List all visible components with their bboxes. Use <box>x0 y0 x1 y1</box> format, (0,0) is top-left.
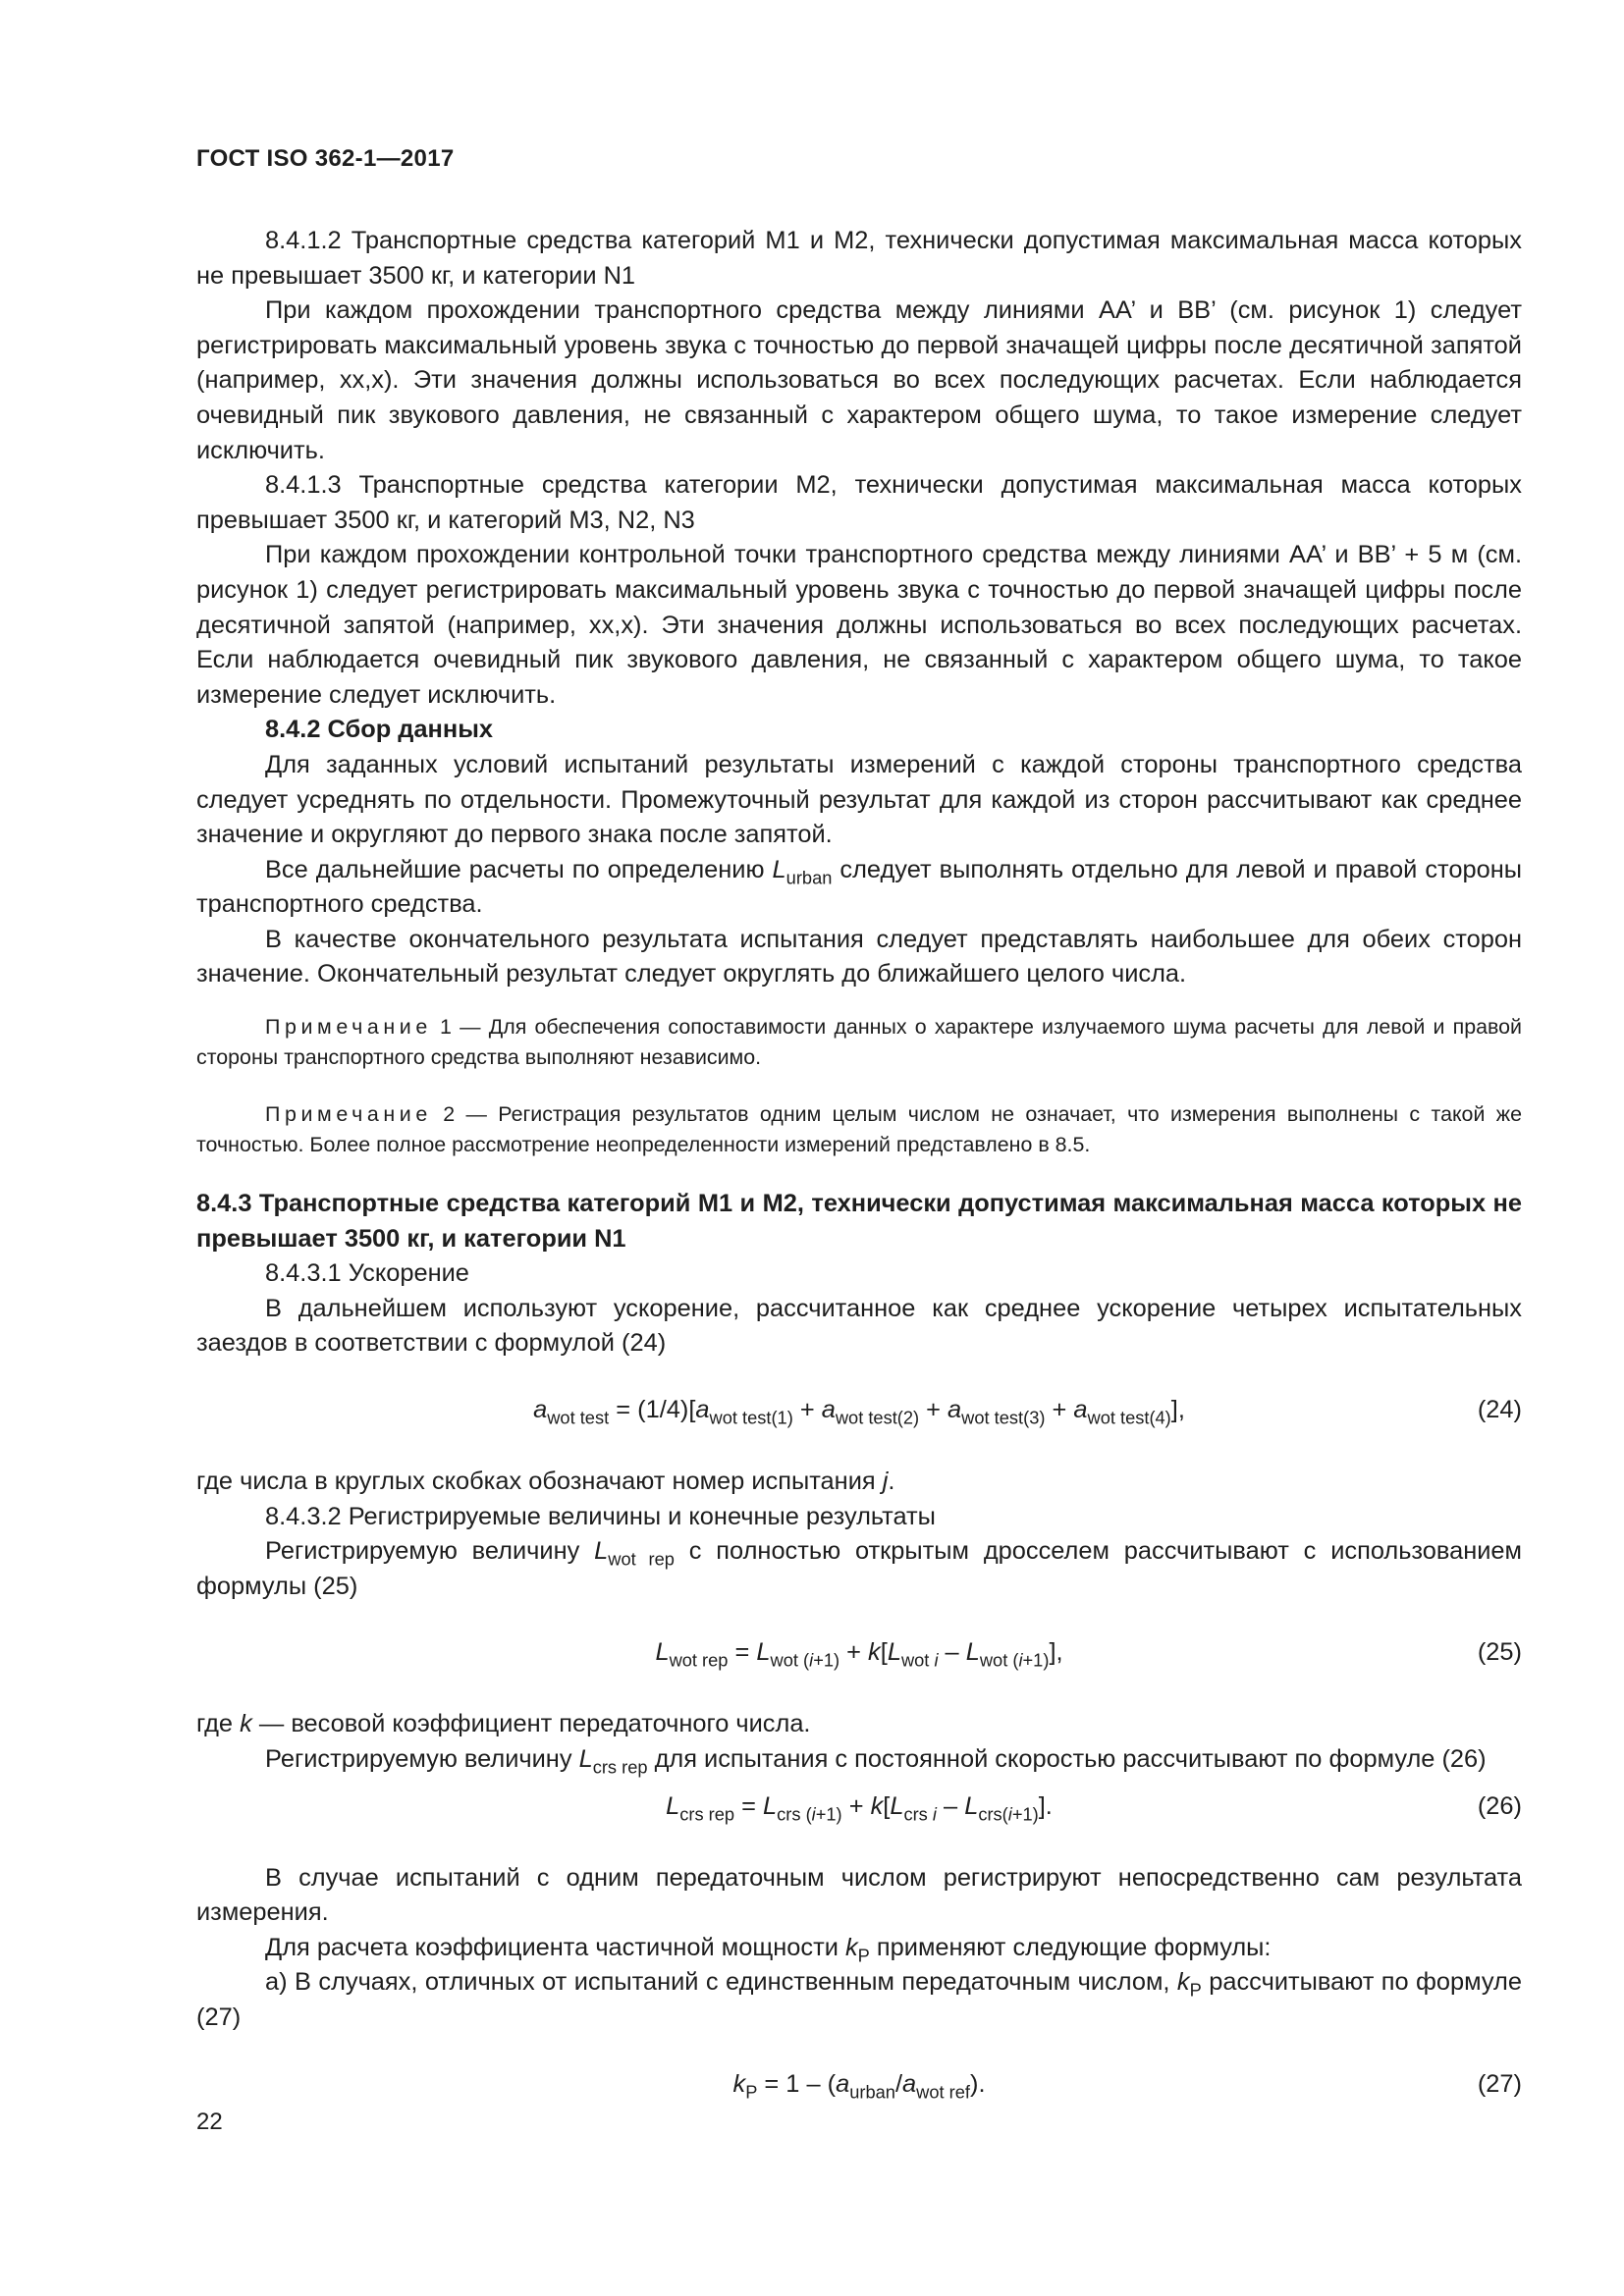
note-2: Примечание 2 — Регистрация результатов одним целым числом не означает, что измерения выполнены с такой же точностью. Более полное рассмотрение неопределенности измерений представлено в 8.5. <box>196 1102 1522 1157</box>
note-1: Примечание 1 — Для обеспечения сопоставимости данных о характере излучаемого шума расчеты для левой и правой стороны транспортного средства выполняют независимо. <box>196 1015 1522 1070</box>
formula-number: (27) <box>1477 2069 1522 2098</box>
paragraph: Регистрируемую величину $L_{wot rep}$ с полностью открытым дросселем рассчитывают с использованием формулы (25) <box>196 1537 1523 1600</box>
formula-number: (26) <box>1477 1791 1522 1820</box>
page-number: 22 <box>196 2109 223 2135</box>
paragraph: где k — весовой коэффициент передаточного числа. <box>196 1710 811 1738</box>
clause-8-4-1-2: 8.4.1.2 Транспортные средства категорий М1 и М2, технически допустимая максимальная масса которых не превышает 3500 кг, и категории N1 <box>196 227 1522 290</box>
paragraph: При каждом прохождении транспортного средства между линиями АА’ и ВВ’ (см. рисунок 1) следует регистрировать максимальный уровень звука с точностью до первой значащей цифры после десятичной запятой (например, хх,х). Эти значения должны использоваться во всех последующих расчетах. Если наблюдается очевидный пик звукового давления, не связанный с характером общего шума, то такое измерение следует исключить. <box>196 296 1522 464</box>
paragraph: В качестве окончательного результата испытания следует представлять наибольшее для обеих сторон значение. Окончательный результат следует округлять до ближайшего целого числа. <box>196 925 1522 988</box>
formula-26: $L_{crs rep} = L_{crs (i+1)} + k[L_{crs i} - L_{crs(i+1)}]$. (26) <box>196 1789 1522 1825</box>
formula-25: $L_{wot rep} = L_{wot (i+1)} + k[L_{wot i} - L_{wot (i+1)}]$, (25) <box>196 1635 1522 1671</box>
paragraph: Для заданных условий испытаний результаты измерений с каждой стороны транспортного средства следует усреднять по отдельности. Промежуточный результат для каждой из сторон рассчитывают как среднее значение и округляют до первого знака после запятой. <box>196 750 1522 849</box>
formula-24: $a_{wot test} = (1/4)[a_{wot test(1)} + a_{wot test(2)} + a_{wot test(3)} + a_{wot test(4)}]$, (24) <box>196 1393 1522 1428</box>
paragraph: Для расчета коэффициента частичной мощности $k_P$ применяют следующие формулы: <box>265 1933 1272 1966</box>
paragraph: При каждом прохождении контрольной точки транспортного средства между линиями АА’ и ВВ’ + 5 м (см. рисунок 1) следует регистрировать максимальный уровень звука с точностью до первой значащей цифры после десятичной запятой (например, хх,х). Эти значения должны использоваться во всех последующих расчетах. Если наблюдается очевидный пик звукового давления, не связанный с характером общего шума, то такое измерение следует исключить. <box>196 541 1522 709</box>
clause-8-4-1-3: 8.4.1.3 Транспортные средства категории М2, технически допустимая максимальная масса которых превышает 3500 кг, и категорий М3, N2, N3 <box>196 471 1522 534</box>
paragraph: Все дальнейшие расчеты по определению $L_{urban}$ следует выполнять отдельно для левой и правой стороны транспортного средства. <box>196 855 1522 919</box>
formula-27: $k_P = 1 - (a_{urban}/a_{wot ref})$. (27) <box>196 2067 1522 2103</box>
subclause-8-4-3-2: 8.4.3.2 Регистрируемые величины и конечные результаты <box>265 1502 936 1530</box>
subclause-8-4-3-1: 8.4.3.1 Ускорение <box>265 1259 469 1288</box>
list-item-a: а) В случаях, отличных от испытаний с единственным передаточным числом, $k_P$ рассчитывают по формуле (27) <box>196 1968 1522 2031</box>
paragraph: В дальнейшем используют ускорение, рассчитанное как среднее ускорение четырех испытательных заездов в соответствии с формулой (24) <box>196 1294 1522 1358</box>
heading-8-4-3: 8.4.3 Транспортные средства категорий М1 и М2, технически допустимая максимальная масса которых не превышает 3500 кг, и категории N1 <box>196 1190 1522 1253</box>
formula-number: (24) <box>1477 1396 1522 1424</box>
paragraph: Регистрируемую величину $L_{crs rep}$ для испытания с постоянной скоростью рассчитывают по формуле (26) <box>265 1745 1487 1778</box>
running-header: ГОСТ ISO 362-1—2017 <box>196 145 455 172</box>
document-body <box>196 224 1522 2103</box>
heading-8-4-2: 8.4.2 Сбор данных <box>265 716 493 744</box>
paragraph: где числа в круглых скобках обозначают номер испытания j. <box>196 1468 895 1496</box>
formula-number: (25) <box>1477 1638 1522 1667</box>
paragraph: В случае испытаний с одним передаточным числом регистрируют непосредственно сам результата измерения. <box>196 1863 1522 1927</box>
